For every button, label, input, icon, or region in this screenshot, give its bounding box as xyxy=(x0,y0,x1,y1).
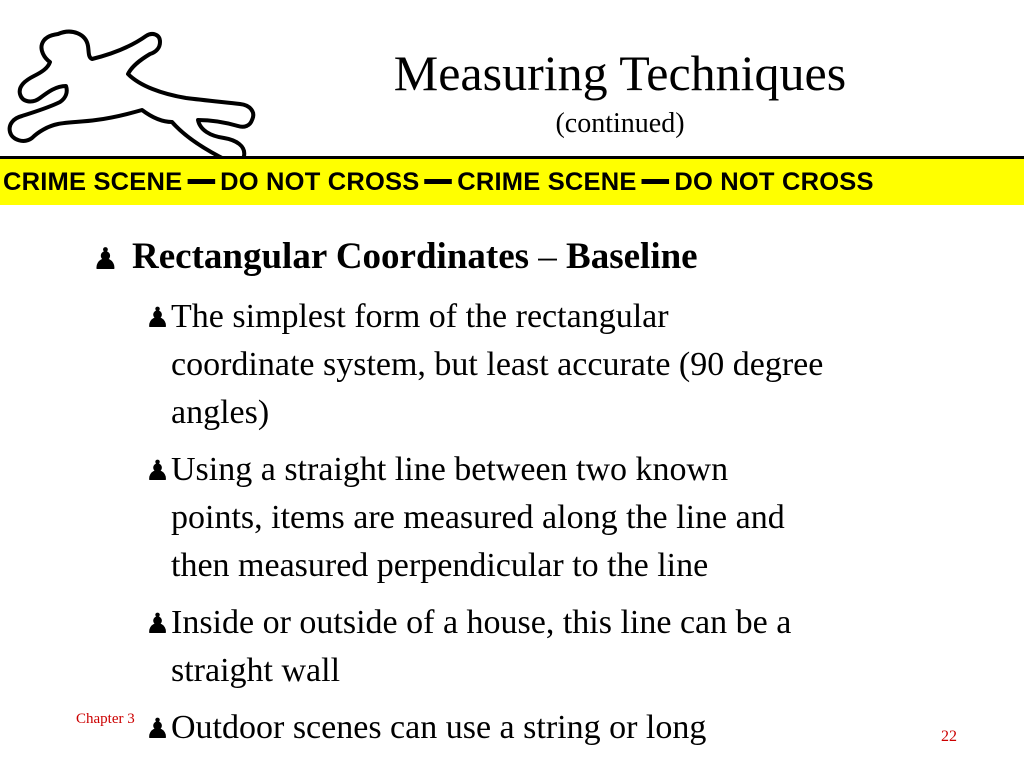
sub-bullet xyxy=(145,446,945,590)
tape-segment: DO NOT CROSS xyxy=(220,168,420,196)
sub-bullet xyxy=(145,293,945,437)
person-bullet-icon: ♟ xyxy=(145,456,171,487)
sub-bullet xyxy=(145,704,945,752)
person-bullet-icon: ♟ xyxy=(92,243,119,276)
sub-bullet-text xyxy=(145,599,945,695)
sub-bullet-line: The simplest form of the rectangular xyxy=(171,298,669,335)
sub-bullet-line: points, items are measured along the line and xyxy=(171,499,785,536)
sub-bullet-text xyxy=(145,446,945,590)
sub-bullet-text xyxy=(145,293,945,437)
sub-bullet-line: straight wall xyxy=(171,652,341,689)
tape-segment: CRIME SCENE xyxy=(457,168,637,196)
main-bullet xyxy=(92,234,698,280)
sub-bullet-line: angles) xyxy=(171,394,270,431)
slide-title: Measuring Techniques xyxy=(393,45,847,101)
sub-bullet-line: Inside or outside of a house, this line can be a xyxy=(171,604,792,641)
person-bullet-icon: ♟ xyxy=(145,303,171,334)
sub-bullet xyxy=(145,599,945,695)
person-bullet-icon: ♟ xyxy=(145,714,171,745)
sub-bullet-line: Using a straight line between two known xyxy=(171,451,729,488)
main-bullet-bold-2: Baseline xyxy=(566,236,698,277)
sub-bullet-line: Outdoor scenes can use a string or long xyxy=(171,709,707,746)
person-bullet-icon: ♟ xyxy=(145,609,171,640)
main-bullet-separator: – xyxy=(529,236,567,277)
slide-subtitle: (continued) xyxy=(555,108,685,139)
main-bullet-bold-1: Rectangular Coordinates xyxy=(132,236,530,277)
sub-bullet-text xyxy=(145,704,945,752)
sub-bullet-line: then measured perpendicular to the line xyxy=(171,547,709,584)
tape-segment: DO NOT CROSS xyxy=(674,168,874,196)
footer-chapter: Chapter 3 xyxy=(76,711,135,727)
sub-bullet-line: coordinate system, but least accurate (90 degree xyxy=(171,346,824,383)
tape-segment: CRIME SCENE xyxy=(3,168,183,196)
page-number: 22 xyxy=(941,728,957,745)
